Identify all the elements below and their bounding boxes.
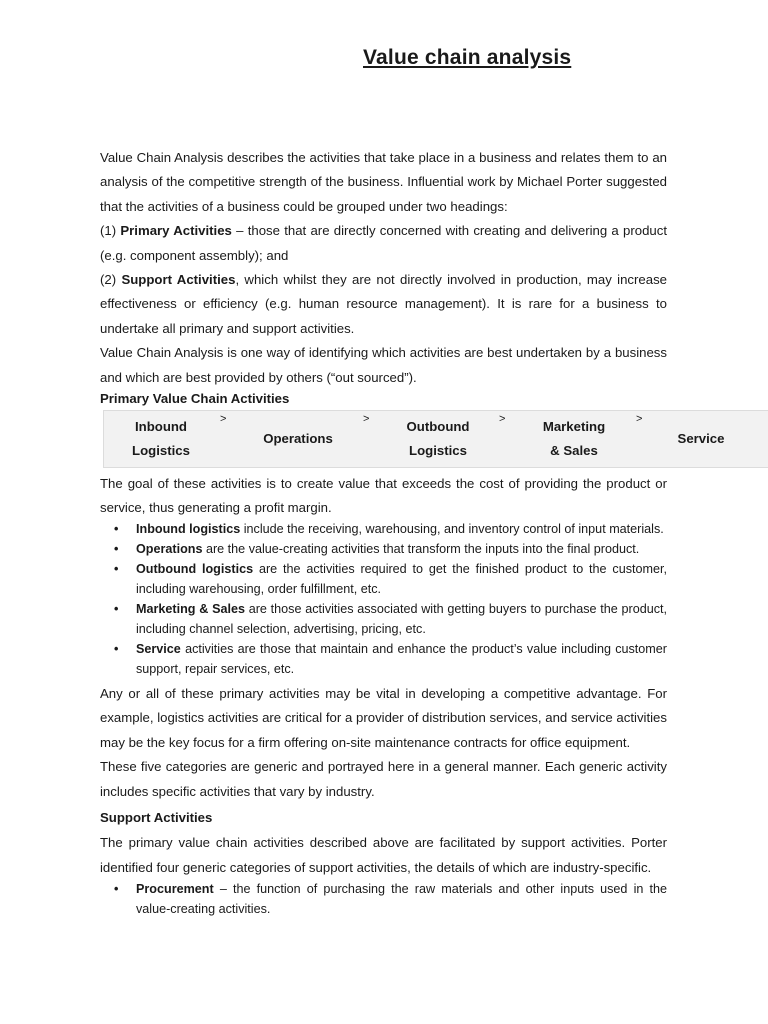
flow-step	[656, 411, 746, 467]
bullet-term: Operations	[136, 542, 203, 557]
primary-activity-item	[100, 639, 667, 679]
bullet-text: include the receiving, warehousing, and inventory control of input materials.	[240, 522, 664, 537]
bullet-term: Outbound logistics	[136, 562, 254, 577]
bullet-text: are the value-creating activities that transform the inputs into the final product.	[202, 542, 640, 557]
bullet-term: Inbound logistics	[136, 522, 241, 537]
support-activity-item	[100, 879, 667, 919]
bullet-text: are those activities associated with getting buyers to purchase the product, including channel selection, advertising, pricing, etc.	[136, 602, 667, 637]
primary-activity-item	[100, 539, 667, 559]
bullet-term: Procurement	[136, 881, 214, 896]
flow-step	[106, 411, 216, 467]
flow-step-label: Marketing & Sales	[542, 419, 606, 459]
generic-categories-paragraph: These five categories are generic and portrayed here in a general manner. Each generic activity includes specific activities that vary by industry.	[100, 759, 667, 799]
primary-activities-definition	[100, 219, 667, 268]
flow-step	[383, 411, 493, 467]
bullet-term: Marketing & Sales	[136, 602, 245, 617]
bullet-term: Service	[136, 642, 181, 657]
primary-activities-flow	[103, 410, 768, 468]
bullet-marker: •	[114, 881, 119, 896]
flow-arrow: >	[636, 413, 643, 426]
bullet-text: are the activities required to get the finished product to the customer, including warehousing, order fulfillment, etc.	[136, 562, 668, 597]
support-paragraph: The primary value chain activities described above are facilitated by support activities. Porter identified four generic categories of support activities, the details of which are industry-specific.	[100, 835, 667, 875]
primary-activities-term: Primary Activities	[120, 223, 232, 239]
primary-activities-list	[100, 519, 667, 679]
bullet-marker: •	[114, 602, 119, 617]
primary-activity-item	[100, 559, 667, 599]
support-activities-definition	[100, 268, 667, 341]
flow-arrow: >	[220, 413, 227, 426]
flow-step-label: Operations	[263, 431, 333, 447]
intro-paragraph: Value Chain Analysis describes the activities that take place in a business and relates them to an analysis of the competitive strength of the business. Influential work by Michael Porter suggested that the activities of a business could be grouped under two headings:	[100, 150, 667, 214]
bullet-text: – the function of purchasing the raw materials and other inputs used in the value-creating activities.	[136, 881, 667, 916]
bullet-marker: •	[114, 522, 119, 537]
intro-paragraph-2: Value Chain Analysis is one way of identifying which activities are best undertaken by a business and which are best provided by others (“out sourced”).	[100, 345, 667, 385]
primary-heading: Primary Value Chain Activities	[100, 391, 290, 407]
item-number: (2)	[100, 272, 122, 288]
competitive-advantage-paragraph: Any or all of these primary activities may be vital in developing a competitive advantage. For example, logistics activities are critical for a provider of distribution services, and service activities may be the key focus for a firm offering on-site maintenance contracts for office equipment.	[100, 686, 667, 750]
flow-step-label: Inbound Logistics	[132, 419, 190, 459]
bullet-marker: •	[114, 642, 119, 657]
flow-step	[243, 411, 353, 467]
bullet-marker: •	[114, 542, 119, 557]
primary-activity-item	[100, 519, 667, 539]
support-activities-text: , which whilst they are not directly involved in production, may increase effectiveness or efficiency (e.g. human resource management). It is rare for a business to undertake all primary and support activities.	[100, 272, 668, 336]
support-activities-term: Support Activities	[121, 272, 236, 288]
page-title: Value chain analysis	[363, 46, 572, 69]
flow-step-label: Outbound Logistics	[406, 419, 470, 459]
support-heading: Support Activities	[100, 810, 213, 826]
primary-activity-item	[100, 599, 667, 639]
flow-arrow: >	[363, 413, 370, 426]
flow-arrow: >	[499, 413, 506, 426]
flow-step-label: Service	[677, 431, 725, 447]
bullet-text: activities are those that maintain and enhance the product’s value including customer support, repair services, etc.	[136, 642, 667, 677]
document-body	[100, 146, 725, 919]
support-activities-list	[100, 879, 667, 919]
primary-activities-text: – those that are directly concerned with creating and delivering a product (e.g. component assembly); and	[100, 223, 667, 263]
flow-step	[519, 411, 629, 467]
item-number: (1)	[100, 223, 121, 239]
bullet-marker: •	[114, 562, 119, 577]
goal-paragraph: The goal of these activities is to create value that exceeds the cost of providing the product or service, thus generating a profit margin.	[100, 476, 667, 516]
